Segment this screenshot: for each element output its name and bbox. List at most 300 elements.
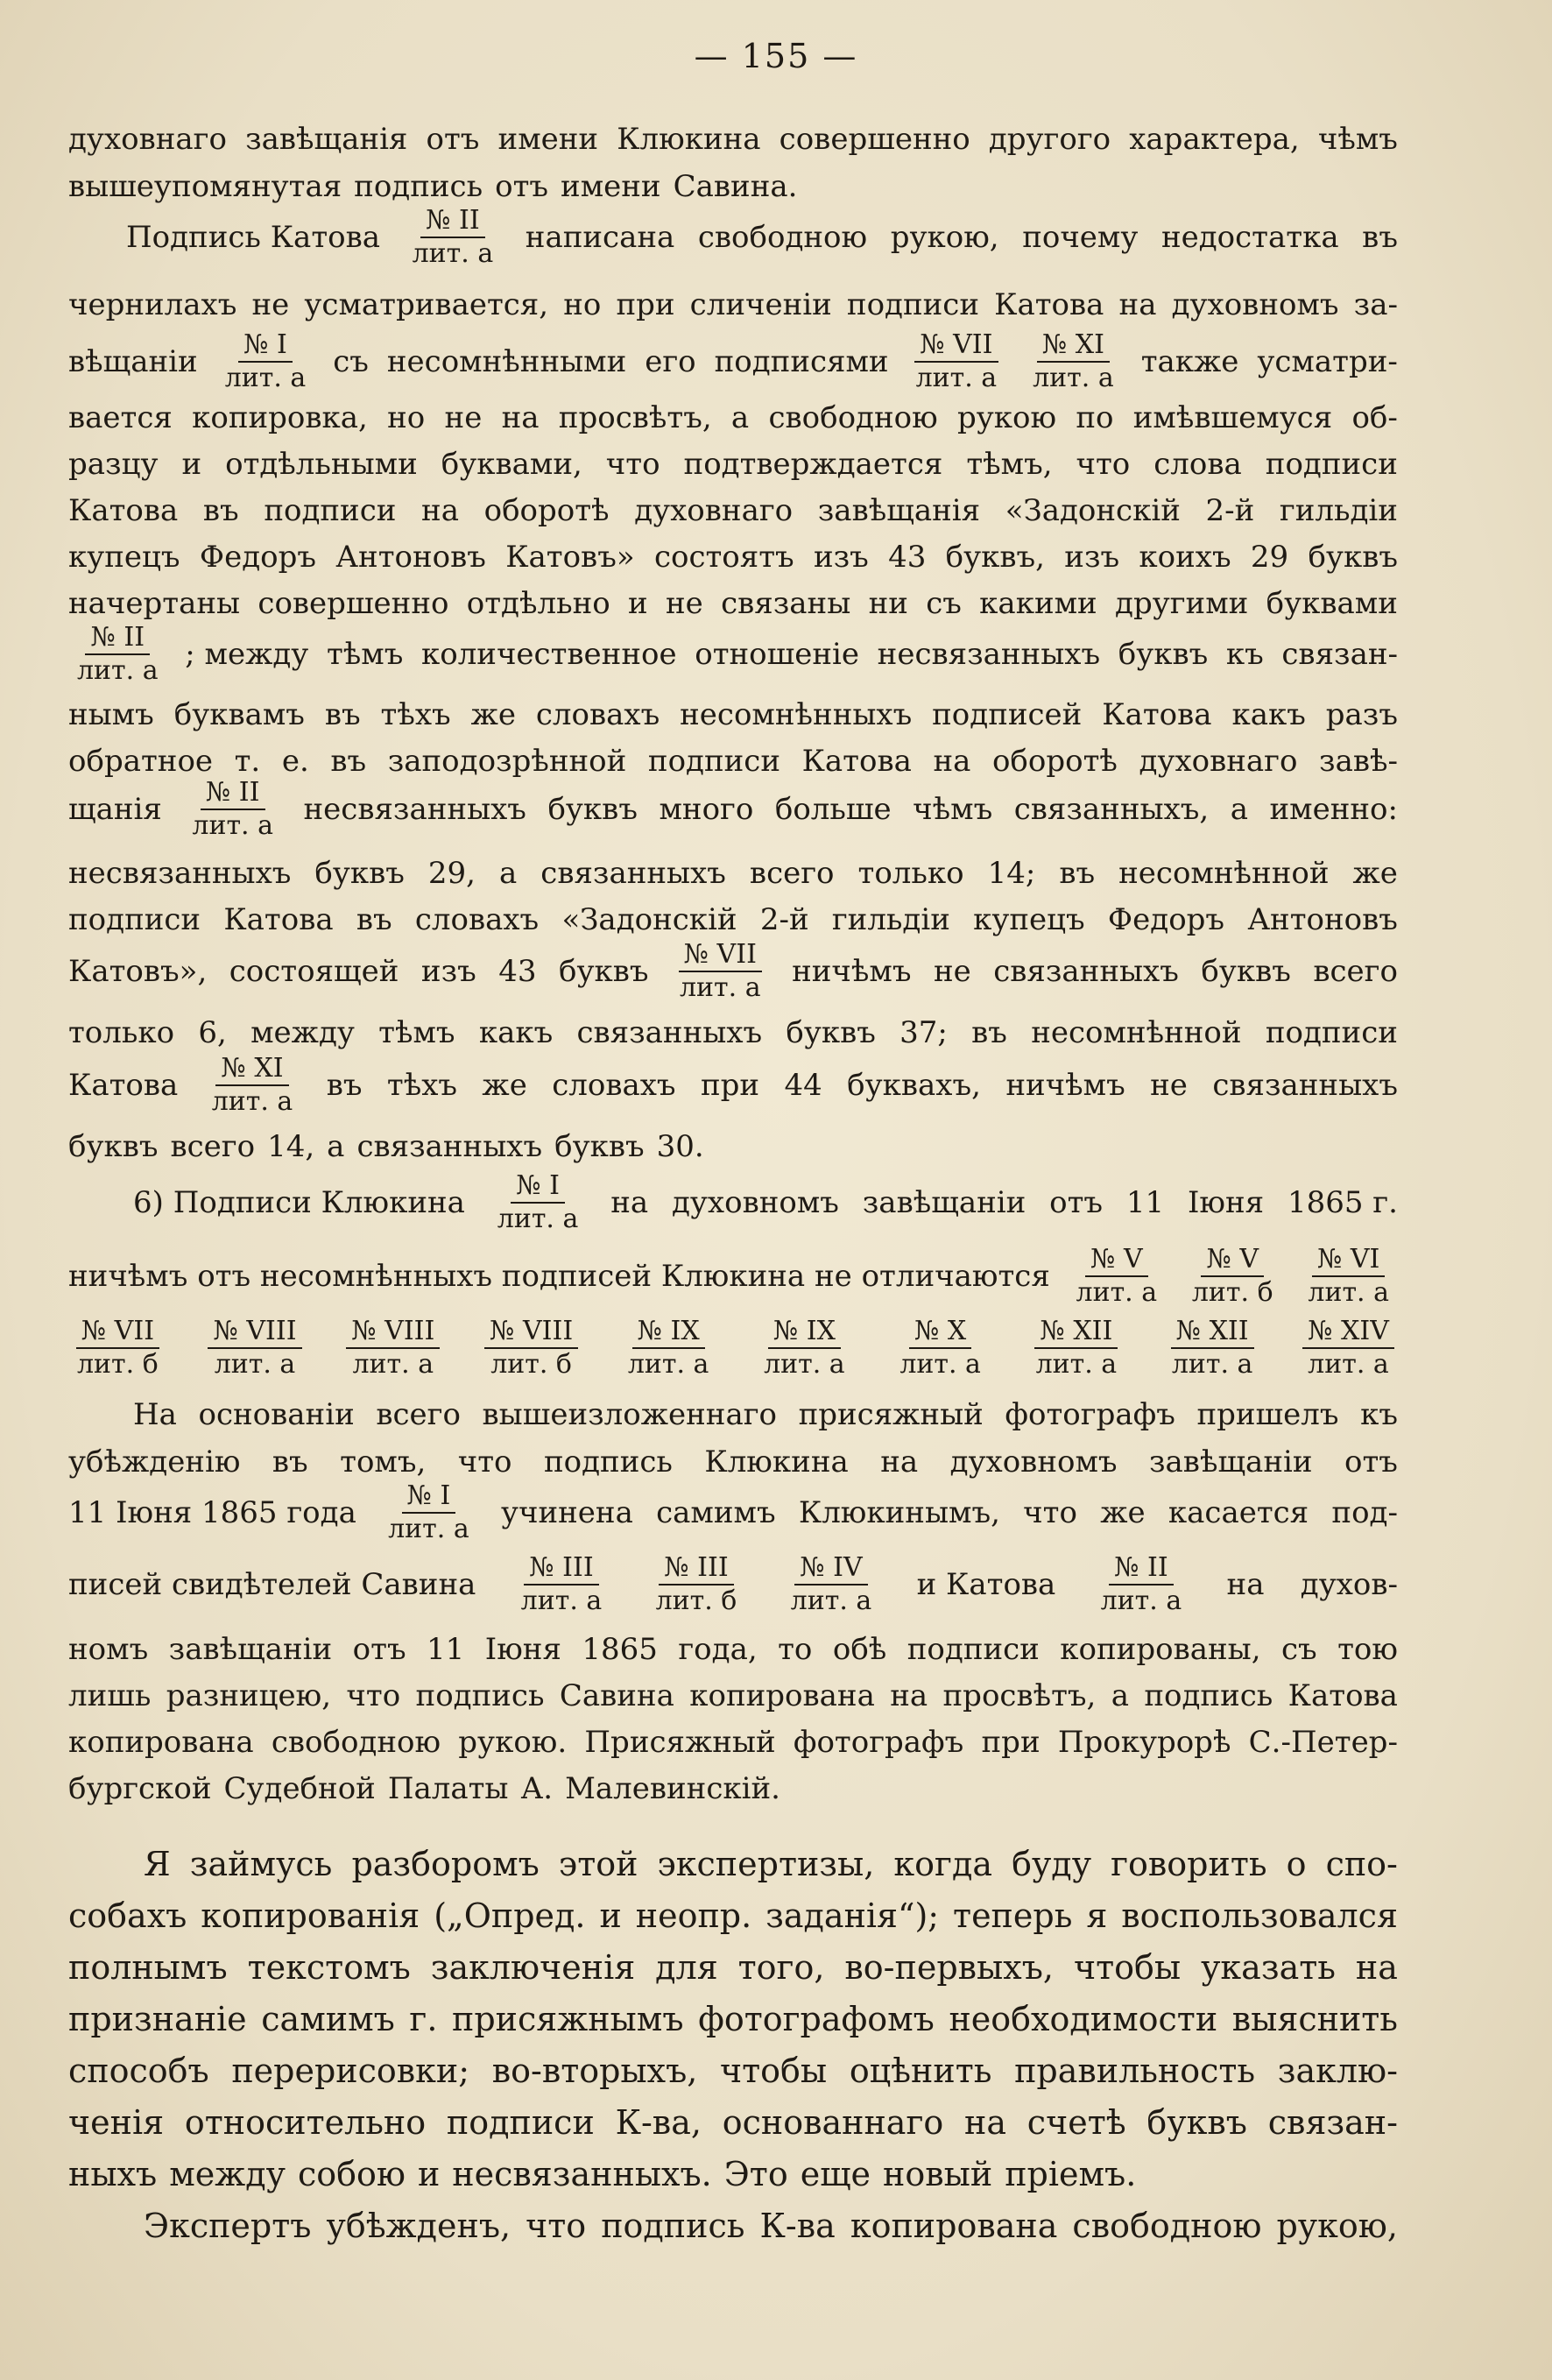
word: связанныхъ [993, 954, 1179, 990]
text-line [68, 169, 1398, 204]
word: подписи [264, 493, 397, 528]
word: копирована [68, 1725, 254, 1760]
word: при [981, 1725, 1041, 1760]
word: за- [1353, 287, 1398, 322]
exhibit-fraction [383, 1482, 475, 1544]
page-number: — 155 — [694, 37, 858, 75]
word: экспертизы, [657, 1845, 875, 1883]
word: духовномъ [1171, 287, 1339, 322]
word: отдѣльными [225, 447, 418, 482]
word: текстомъ [247, 1948, 411, 1987]
word: подписи [846, 287, 979, 322]
exhibit-number: № VIII [208, 1317, 301, 1349]
word: чтобы [720, 2052, 828, 2090]
word: Катова [994, 287, 1104, 322]
word: 30. [656, 1129, 704, 1164]
text-line [68, 1725, 1398, 1760]
exhibit-fraction [1302, 1246, 1394, 1308]
word: имѣвшемуся [1132, 400, 1333, 435]
word: тѣмъ [378, 1015, 455, 1050]
word: связанныхъ [356, 1129, 543, 1164]
word: связанныхъ [576, 1015, 763, 1050]
word: ничѣмъ отъ несомнѣнныхъ подписей Клюкина не отличаются [68, 1259, 1050, 1295]
word: того, [737, 1948, 825, 1987]
word: несвязанныхъ. [452, 2155, 712, 2193]
text-line [68, 1444, 1398, 1480]
word: Палаты [387, 1771, 509, 1806]
word: что [1023, 1495, 1077, 1531]
word: съ [1280, 1632, 1317, 1667]
word: буквами, [441, 447, 582, 482]
word: Іюня [484, 1632, 561, 1667]
word: почему [1022, 220, 1139, 256]
word: когда [893, 1845, 992, 1883]
exhibit-letter: лит. а [1033, 363, 1114, 394]
word: на [933, 744, 971, 779]
word: завѣщаніи [862, 1185, 1026, 1221]
word: же [1352, 856, 1398, 891]
word: купецъ [973, 902, 1085, 937]
word: на [890, 1678, 928, 1713]
word: на [610, 1185, 649, 1221]
word: буквахъ, [847, 1068, 981, 1104]
word: копировка, [192, 400, 368, 435]
word: вѣщаніи [68, 344, 198, 380]
word: („Опред. [434, 1896, 586, 1935]
exhibit-fraction [1302, 1317, 1394, 1380]
word: ныхъ [68, 2155, 158, 2193]
word: сличеніи [689, 287, 832, 322]
word: т. [234, 744, 261, 779]
word: его [645, 344, 696, 380]
word: буквъ [554, 1129, 645, 1164]
word: въ [202, 493, 239, 528]
word: ни [868, 586, 908, 621]
word: я [1086, 1896, 1108, 1935]
word: характера, [1129, 122, 1300, 157]
word: К-ва [759, 2207, 836, 2245]
word: словахъ [552, 1068, 676, 1104]
word: подтверждается [683, 447, 943, 482]
word: рукою. [458, 1725, 568, 1760]
exhibit-letter: лит. б [490, 1349, 572, 1381]
word: этой [558, 1845, 638, 1883]
word: Савина [559, 1678, 674, 1713]
word: при [700, 1068, 760, 1104]
text-line [68, 902, 1398, 937]
word: подписи [907, 1632, 1040, 1667]
word: связанныхъ, [1013, 792, 1210, 828]
exhibit-number: № II [420, 207, 485, 238]
word: больше [774, 792, 892, 828]
word: самимъ [261, 2000, 395, 2038]
word: теперь [953, 1896, 1073, 1935]
word: 43 [498, 954, 537, 990]
word: отъ [426, 122, 480, 157]
exhibit-fraction [492, 1172, 584, 1234]
word: 14; [987, 856, 1036, 891]
word: на [1226, 1567, 1265, 1603]
exhibit-letter: лит. а [764, 1349, 845, 1381]
word: собахъ [68, 1896, 187, 1935]
word: заклю- [1277, 2052, 1398, 2090]
word: Это [723, 2155, 788, 2193]
word: духов- [1300, 1567, 1398, 1603]
exhibit-number: № V [1201, 1246, 1264, 1277]
word: какъ [478, 1015, 554, 1050]
text-line [68, 1482, 1398, 1544]
word: и [181, 447, 202, 482]
word: щанія [68, 792, 162, 828]
word: въ [330, 744, 367, 779]
word: вается [68, 400, 173, 435]
exhibit-number: № IX [632, 1317, 705, 1349]
word: во-вторыхъ, [491, 2052, 698, 2090]
exhibit-number: № XII [1171, 1317, 1254, 1349]
word: подписями [714, 344, 889, 380]
word: другого [988, 122, 1111, 157]
word: касается [1168, 1495, 1309, 1531]
word: только [857, 856, 964, 891]
word: о [1286, 1845, 1307, 1883]
word: много [659, 792, 754, 828]
exhibit-number: № IX [768, 1317, 841, 1349]
word: «Задонскій [561, 902, 737, 937]
word: Присяжный [584, 1725, 776, 1760]
word: подписи [1265, 447, 1398, 482]
text-line [68, 2002, 1398, 2036]
word: заключенія [430, 1948, 636, 1987]
word: при [616, 287, 675, 322]
word: об- [1351, 400, 1398, 435]
word: пріемъ. [1005, 2155, 1137, 2193]
word: Антоновъ [335, 540, 486, 575]
word: разницею, [166, 1678, 332, 1713]
exhibit-number: № III [659, 1554, 733, 1585]
word: усматри- [1257, 344, 1398, 380]
exhibit-letter: лит. а [412, 238, 494, 270]
word: новый [883, 2155, 993, 2193]
word: отъ [1049, 1185, 1104, 1221]
word: выяснить [1231, 2000, 1398, 2038]
word: словахъ [535, 697, 660, 732]
word: свободною [697, 220, 868, 256]
word: ; между [185, 637, 309, 673]
word: подпись [415, 1678, 545, 1713]
word: Катова [1287, 1678, 1398, 1713]
word: копированы, [1060, 1632, 1261, 1667]
word: несомнѣнной [1031, 1015, 1242, 1050]
word: тѣмъ [326, 637, 404, 673]
word: другими [1115, 586, 1249, 621]
word: воспользовался [1121, 1896, 1398, 1935]
text-line [68, 941, 1398, 1003]
word: основаніи [198, 1397, 355, 1432]
word: вышеупомянутая [68, 169, 342, 204]
word: спо- [1325, 1845, 1398, 1883]
word: Федоръ [1107, 902, 1225, 937]
exhibit-letter: лит. б [1191, 1277, 1273, 1309]
word: на [1118, 287, 1157, 322]
word: совершенно [779, 122, 970, 157]
exhibit-fraction [1027, 331, 1119, 393]
word: въ [324, 697, 361, 732]
word: 37; [899, 1015, 948, 1050]
word: Антоновъ [1247, 902, 1398, 937]
word: подпись [601, 2207, 745, 2245]
exhibit-letter: лит. а [899, 1349, 981, 1381]
word: отношеніе [695, 637, 860, 673]
exhibit-letter: лит. б [77, 1349, 159, 1381]
text-line [68, 586, 1398, 621]
word: въ [356, 902, 392, 937]
text-line [68, 2207, 1398, 2245]
word: Катова [68, 493, 179, 528]
word: Іюня [1187, 1185, 1265, 1221]
word: указать [1201, 1948, 1336, 1987]
text-line [68, 1129, 1398, 1164]
text-line [68, 1397, 1398, 1432]
text-line [68, 1847, 1398, 1881]
word: тою [1337, 1632, 1398, 1667]
word: писей свидѣтелей Савина [68, 1567, 476, 1603]
word: духовнаго [68, 122, 227, 157]
word: слова [1153, 447, 1242, 482]
word: самимъ [656, 1495, 776, 1531]
word: тѣхъ [380, 697, 451, 732]
word: чѣмъ [913, 792, 993, 828]
exhibit-fraction [1167, 1317, 1259, 1380]
word: г. [409, 2000, 438, 2038]
word: словахъ [414, 902, 540, 937]
word: 44 [784, 1068, 822, 1104]
word: свободною [1072, 2207, 1262, 2245]
text-line [68, 400, 1398, 435]
word: подпись [543, 1444, 673, 1480]
word: Катова [801, 744, 912, 779]
exhibit-fraction [407, 207, 499, 269]
word: духовномъ [671, 1185, 839, 1221]
word: отъ [495, 169, 549, 204]
word: подписей [932, 697, 1083, 732]
word: несомнѣнными [386, 344, 627, 380]
word: Катовъ» [505, 540, 635, 575]
word: не [251, 287, 290, 322]
exhibit-fraction [623, 1317, 715, 1380]
word: копированія [201, 1896, 420, 1935]
word: учинена [500, 1495, 633, 1531]
text-line [68, 1948, 1398, 1987]
word: связанныхъ [1212, 1068, 1398, 1104]
word: номъ [68, 1632, 149, 1667]
word: пришелъ [1196, 1397, 1339, 1432]
word: ченія [68, 2103, 165, 2142]
word: копирована [689, 1678, 875, 1713]
word: что [526, 2207, 587, 2245]
word: правильность [1014, 2052, 1256, 2090]
exhibit-number: № II [201, 779, 265, 810]
exhibit-number: № XI [215, 1055, 288, 1086]
word: Клюкина [704, 1444, 849, 1480]
exhibit-letter: лит. а [1308, 1277, 1389, 1309]
word: буквъ [1201, 954, 1291, 990]
text-line [68, 331, 1398, 393]
word: же [482, 1068, 527, 1104]
word: буквами [1266, 586, 1398, 621]
word: всего [170, 1129, 256, 1164]
exhibit-letter: лит. а [497, 1204, 579, 1235]
word: къ [1360, 1397, 1398, 1432]
word: 29, [427, 856, 476, 891]
word: Подпись Катова [126, 220, 381, 256]
word: завѣ- [1319, 744, 1398, 779]
exhibit-fraction [894, 1317, 986, 1380]
word: С.-Петер- [1248, 1725, 1398, 1760]
word: состоящей [229, 954, 399, 990]
word: полнымъ [68, 1948, 228, 1987]
word: въ [971, 1015, 1007, 1050]
word: что [1076, 447, 1131, 482]
word: тѣмъ, [966, 447, 1053, 482]
word: Клюкинымъ, [798, 1495, 1000, 1531]
word: подписи [1265, 1015, 1398, 1050]
exhibit-letter: лит. а [211, 1086, 293, 1118]
word: года, [678, 1632, 758, 1667]
word: гильдіи [1279, 493, 1398, 528]
exhibit-fraction [208, 1317, 301, 1380]
exhibit-fraction [346, 1317, 440, 1380]
word: «Задонскій [1005, 493, 1181, 528]
word: а [1111, 1678, 1129, 1713]
word: съ [926, 586, 962, 621]
text-line [68, 447, 1398, 482]
word: а [327, 1129, 345, 1164]
word: связаны [721, 586, 851, 621]
exhibit-fraction [72, 1317, 164, 1380]
word: на [880, 1444, 919, 1480]
text-line [68, 493, 1398, 528]
text-line [68, 1015, 1398, 1050]
word: 6) Подписи Клюкина [133, 1185, 465, 1221]
word: 2-й [1205, 493, 1255, 528]
word: духовнаго [1139, 744, 1298, 779]
word: е. [281, 744, 309, 779]
word: разъ [1325, 697, 1398, 732]
text-line [68, 2052, 1398, 2090]
word: въ [272, 1444, 308, 1480]
word: ничѣмъ [1005, 1068, 1125, 1104]
word: буквъ [314, 856, 405, 891]
word: по [1076, 400, 1114, 435]
word: чернилахъ [68, 287, 237, 322]
exhibit-number: № II [1109, 1554, 1174, 1585]
word: буквъ, [945, 540, 1045, 575]
word: вышеизложеннаго [482, 1397, 777, 1432]
word: только [68, 1015, 175, 1050]
word: подпись [1144, 1678, 1273, 1713]
word: и [599, 1896, 622, 1935]
exhibit-number: № VII [914, 331, 998, 363]
word: между [250, 1015, 355, 1050]
word: отъ [1344, 1444, 1398, 1480]
word: обѣ [832, 1632, 887, 1667]
word: заподозрѣнной [387, 744, 627, 779]
word: гильдіи [831, 902, 950, 937]
exhibit-fraction [187, 779, 279, 841]
word: томъ, [340, 1444, 427, 1480]
word: способъ [68, 2052, 209, 2090]
word: имени [561, 169, 661, 204]
word: Я [144, 1845, 171, 1883]
text-line [68, 207, 1398, 269]
word: что [346, 1678, 401, 1713]
word: Катова [68, 1068, 179, 1104]
word: 43 [888, 540, 927, 575]
text-line [68, 1554, 1398, 1616]
word: говорить [1111, 1845, 1267, 1883]
exhibit-letter: лит. б [655, 1585, 737, 1617]
word: въ [326, 1068, 363, 1104]
word: и [628, 586, 648, 621]
word: подписи [446, 2103, 595, 2142]
word: буквъ [786, 1015, 876, 1050]
word: 1865 г. [1287, 1185, 1398, 1221]
exhibit-fraction [1096, 1554, 1188, 1616]
word: буквъ [547, 792, 638, 828]
word: просвѣтъ, [558, 400, 712, 435]
exhibit-letter: лит. а [627, 1349, 709, 1381]
word: тѣхъ [386, 1068, 458, 1104]
exhibit-fraction [1071, 1246, 1163, 1308]
exhibit-letter: лит. а [1035, 1349, 1118, 1381]
word: отдѣльно [466, 586, 610, 621]
exhibit-number: № VII [679, 941, 762, 972]
exhibit-number: № VIII [346, 1317, 440, 1349]
word: признаніе [68, 2000, 247, 2038]
text-line [68, 779, 1398, 841]
word: счетѣ [1026, 2103, 1126, 2142]
text-line [68, 2155, 1398, 2193]
word: несвязанныхъ [68, 856, 292, 891]
word: фотографъ [1005, 1397, 1175, 1432]
word: на [501, 400, 540, 435]
word: подписи [68, 902, 201, 937]
word: несомнѣнной [1118, 856, 1330, 891]
word: Малевинскій. [565, 1771, 780, 1806]
text-line [68, 2103, 1398, 2142]
word: между [169, 2155, 286, 2193]
word: духовномъ [949, 1444, 1118, 1480]
exhibit-letter: лит. а [77, 655, 159, 687]
word: чтобы [1073, 1948, 1182, 1987]
word: Судебной [223, 1771, 376, 1806]
word: оцѣнить [849, 2052, 992, 2090]
exhibit-letter: лит. а [388, 1514, 469, 1545]
word: въ [1362, 220, 1398, 256]
exhibit-fraction [1187, 1246, 1279, 1308]
word: присяжнымъ [452, 2000, 684, 2038]
word: не [666, 586, 703, 621]
exhibit-number: № VII [76, 1317, 159, 1349]
word: Клюкина [617, 122, 761, 157]
text-line [68, 1317, 1398, 1380]
word: для [655, 1948, 718, 1987]
text-line [68, 1172, 1398, 1234]
word: нымъ [68, 697, 154, 732]
word: совершенно [257, 586, 449, 621]
word: а [1230, 792, 1248, 828]
word: буквъ [1146, 2103, 1247, 2142]
